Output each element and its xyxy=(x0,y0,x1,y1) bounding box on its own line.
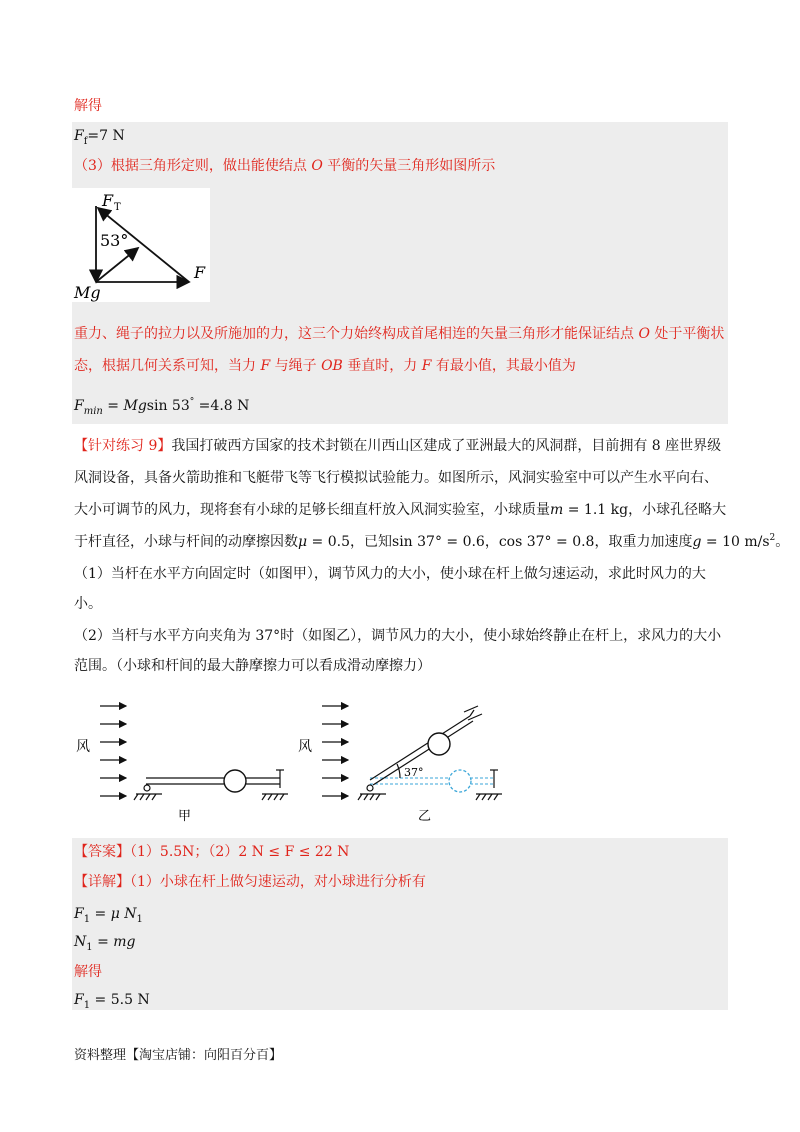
exercise-line-4: 于杆直径，小球与杆间的动摩擦因数μ = 0.5，已知sin 37° = 0.6，cos 37° = 0.8，取重力加速度g = 10 $m/s^2$。 xyxy=(74,533,790,550)
ft-sub-label: T xyxy=(114,202,121,213)
vector-triangle-figure xyxy=(72,188,210,302)
mg-label: Mg xyxy=(74,283,101,302)
exercise-tag: 【针对练习 9】 xyxy=(74,438,172,454)
friction-equation: $F_f=7$ N xyxy=(74,128,125,147)
step3-text: （3）根据三角形定则，做出能使结点 O 平衡的矢量三角形如图所示 xyxy=(74,158,496,174)
equation-f1-value: $F_1 = 5.5$ N xyxy=(74,992,150,1011)
f-label: F xyxy=(194,263,206,282)
fmin-vector xyxy=(96,248,138,282)
explain-line-1: 重力、绳子的拉力以及所施加的力，这三个力始终构成首尾相连的矢量三角形才能保证结点 O 处于平衡状 xyxy=(74,326,725,342)
shaded-block-answer xyxy=(72,838,728,1010)
explain-line-2: 态，根据几何关系可知，当力 F 与绳子 OB 垂直时，力 F 有最小值，其最小值为 xyxy=(74,358,576,374)
answer-text: （1）5.5N；（2）2 N ≤ F ≤ 22 N xyxy=(130,844,350,860)
exercise-line-2: 风洞设备，具备火箭助推和飞艇带飞等飞行模拟试验能力。如图所示，风洞实验室中可以产生水平向右、 xyxy=(74,470,718,486)
footer: 资料整理【淘宝店铺：向阳百分百】 xyxy=(74,1048,283,1063)
wind-arrows-b xyxy=(322,706,348,796)
ball-b xyxy=(428,733,450,755)
question-1-line-2: 小。 xyxy=(74,596,102,612)
answer-tag: 【答案】 xyxy=(74,844,130,860)
ball-b-dashed xyxy=(449,770,471,792)
solve-label: 解得 xyxy=(74,98,102,114)
ft-label: F xyxy=(102,191,114,210)
question-2-line-2: 范围。（小球和杆间的最大静摩擦力可以看成滑动摩擦力） xyxy=(74,658,431,674)
question-1-line-1: （1）当杆在水平方向固定时（如图甲），调节风力的大小，使小球在杆上做匀速运动，求此时风力的大 xyxy=(74,566,706,582)
equation-n1-mg: $N_1$ = mg xyxy=(74,934,136,953)
exercise-line-1: 【针对练习 9】我国打破西方国家的技术封锁在川西山区建成了亚洲最大的风洞群，目前拥有 8 座世界级 xyxy=(74,438,722,454)
angle-label: 53° xyxy=(100,231,129,250)
detail-line xyxy=(74,872,426,892)
rod-b-inclined xyxy=(358,706,502,800)
ball-a xyxy=(224,770,246,792)
answer-line xyxy=(74,842,349,862)
caption-b: 乙 xyxy=(418,809,432,824)
angle-label-b: 37° xyxy=(404,766,424,779)
solve-label-2: 解得 xyxy=(74,964,102,980)
wind-arrows-a xyxy=(100,706,126,796)
wind-label-a: 风 xyxy=(76,739,90,755)
rod-b-horizontal-dashed xyxy=(370,778,494,784)
wind-tunnel-figure xyxy=(70,696,530,826)
fmin-equation: $F_{min} = Mgsin$ 53° =4.8 N xyxy=(74,397,250,417)
rod-a xyxy=(134,770,288,800)
detail-tag: 【详解】 xyxy=(74,874,130,890)
detail-text: （1）小球在杆上做匀速运动，对小球进行分析有 xyxy=(130,874,426,890)
question-2-line-1: （2）当杆与水平方向夹角为 37°时（如图乙），调节风力的大小，使小球始终静止在杆上，求风力的大小 xyxy=(74,628,722,644)
caption-a: 甲 xyxy=(178,809,192,824)
exercise-line-3: 大小可调节的风力，现将套有小球的足够长细直杆放入风洞实验室，小球质量m = 1.1 kg，小球孔径略大 xyxy=(74,502,727,518)
wind-label-b: 风 xyxy=(298,739,312,755)
equation-f1-mu-n1: $F_1 = \mu$ $N_1$ xyxy=(74,906,143,925)
